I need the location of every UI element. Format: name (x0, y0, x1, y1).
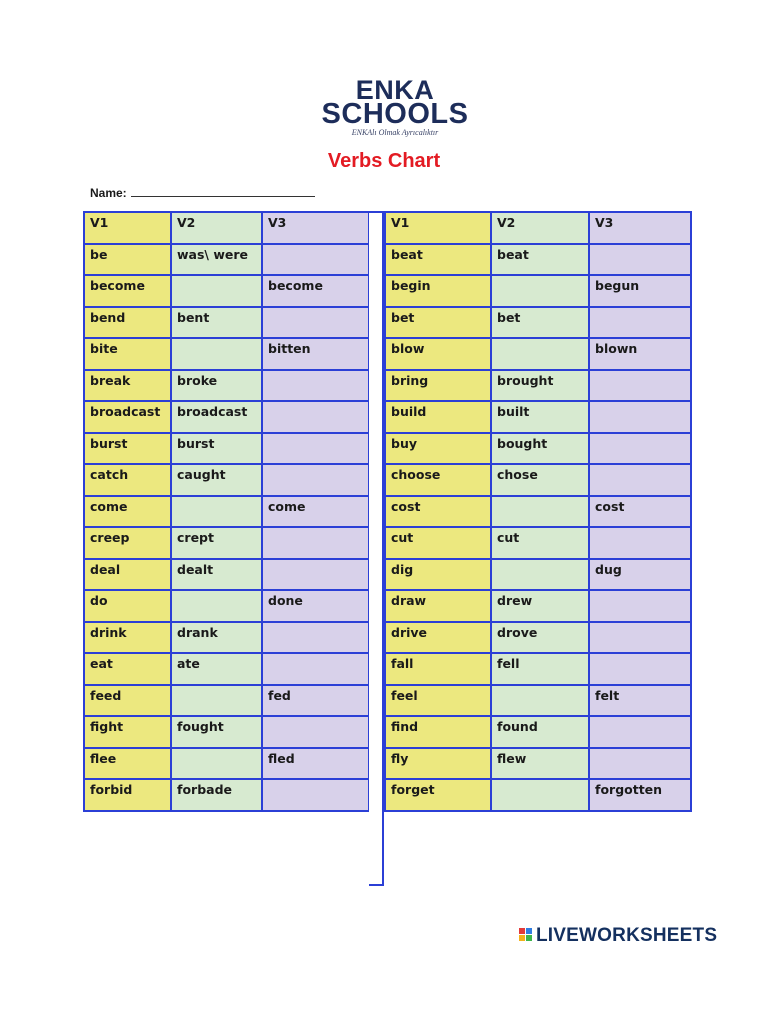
answer-blank-v3[interactable] (589, 716, 691, 748)
verb-v1: burst (84, 433, 171, 465)
verb-v1: choose (385, 464, 491, 496)
verb-v3: begun (589, 275, 691, 307)
answer-blank-v2[interactable] (491, 685, 589, 717)
verb-v2: bought (491, 433, 589, 465)
page-title: Verbs Chart (327, 150, 441, 172)
verb-row (84, 779, 369, 811)
answer-blank-v3[interactable] (589, 464, 691, 496)
verb-row (84, 496, 369, 528)
logo-tagline: ENKAlı Olmak Ayrıcalıktır (351, 128, 439, 137)
verb-v1: fall (385, 653, 491, 685)
verb-v2: forbade (171, 779, 262, 811)
verb-row (385, 748, 691, 780)
verb-row (84, 370, 369, 402)
answer-blank-v3[interactable] (589, 307, 691, 339)
verb-v1: broadcast (84, 401, 171, 433)
verb-v1: creep (84, 527, 171, 559)
verb-v3: dug (589, 559, 691, 591)
verb-v2: was\ were (171, 244, 262, 276)
answer-blank-v3[interactable] (262, 653, 369, 685)
verb-v1: find (385, 716, 491, 748)
verb-v3: blown (589, 338, 691, 370)
verb-v2: broke (171, 370, 262, 402)
verb-row (385, 275, 691, 307)
verb-v3: bitten (262, 338, 369, 370)
verb-row (84, 338, 369, 370)
liveworksheets-brand (519, 925, 717, 947)
answer-blank-v2[interactable] (491, 338, 589, 370)
answer-blank-v2[interactable] (491, 779, 589, 811)
verb-v1: build (385, 401, 491, 433)
verb-row (84, 622, 369, 654)
verb-v1: beat (385, 244, 491, 276)
header-v2: V2 (171, 212, 262, 244)
verb-row (84, 653, 369, 685)
answer-blank-v3[interactable] (262, 622, 369, 654)
verb-v3: fled (262, 748, 369, 780)
verb-v2: caught (171, 464, 262, 496)
verb-v2: cut (491, 527, 589, 559)
verb-v2: brought (491, 370, 589, 402)
header-v3: V3 (262, 212, 369, 244)
verb-v2: beat (491, 244, 589, 276)
verb-row (385, 496, 691, 528)
enka-schools-logo (300, 75, 490, 137)
verb-row (84, 559, 369, 591)
verb-row (385, 559, 691, 591)
verb-v1: do (84, 590, 171, 622)
verb-v1: become (84, 275, 171, 307)
logo-line-2: SCHOOLS (321, 98, 469, 130)
verb-row (84, 275, 369, 307)
verb-v1: forget (385, 779, 491, 811)
answer-blank-v2[interactable] (171, 275, 262, 307)
answer-blank-v3[interactable] (589, 653, 691, 685)
verb-row (84, 527, 369, 559)
verb-v2: bent (171, 307, 262, 339)
verb-v1: drive (385, 622, 491, 654)
verb-v2: bet (491, 307, 589, 339)
answer-blank-v3[interactable] (262, 244, 369, 276)
verb-v3: forgotten (589, 779, 691, 811)
answer-blank-v3[interactable] (589, 748, 691, 780)
answer-blank-v2[interactable] (171, 685, 262, 717)
verb-row (84, 716, 369, 748)
verb-row (385, 433, 691, 465)
verb-v2: drew (491, 590, 589, 622)
verb-row (84, 433, 369, 465)
verb-v2: built (491, 401, 589, 433)
verb-v1: buy (385, 433, 491, 465)
verb-v2: flew (491, 748, 589, 780)
verbs-table-right (384, 211, 692, 812)
verb-v2: found (491, 716, 589, 748)
verb-v1: bite (84, 338, 171, 370)
verb-row (385, 307, 691, 339)
verb-row (385, 338, 691, 370)
verb-v2: drove (491, 622, 589, 654)
verb-v1: bend (84, 307, 171, 339)
verb-v3: felt (589, 685, 691, 717)
name-field (90, 186, 315, 200)
verb-row (385, 716, 691, 748)
answer-blank-v3[interactable] (262, 527, 369, 559)
answer-blank-v3[interactable] (262, 559, 369, 591)
verb-v1: forbid (84, 779, 171, 811)
verb-row (84, 685, 369, 717)
header-v1: V1 (84, 212, 171, 244)
verb-v1: cost (385, 496, 491, 528)
verb-v3: come (262, 496, 369, 528)
verb-v3: become (262, 275, 369, 307)
verb-v1: bet (385, 307, 491, 339)
answer-blank-v3[interactable] (262, 401, 369, 433)
verb-v1: cut (385, 527, 491, 559)
verb-row (84, 401, 369, 433)
answer-blank-v2[interactable] (491, 496, 589, 528)
verbs-table-left (83, 211, 370, 812)
verb-v1: bring (385, 370, 491, 402)
verb-v3: cost (589, 496, 691, 528)
answer-blank-v3[interactable] (589, 370, 691, 402)
verb-row (385, 779, 691, 811)
verb-v2: crept (171, 527, 262, 559)
verb-row (84, 748, 369, 780)
verb-v1: fight (84, 716, 171, 748)
answer-blank-v2[interactable] (171, 748, 262, 780)
verb-v2: fell (491, 653, 589, 685)
answer-blank-v3[interactable] (589, 244, 691, 276)
answer-blank-v3[interactable] (589, 622, 691, 654)
answer-blank-v3[interactable] (262, 779, 369, 811)
answer-blank-v3[interactable] (262, 716, 369, 748)
verb-v1: catch (84, 464, 171, 496)
verb-v1: blow (385, 338, 491, 370)
verb-row (385, 527, 691, 559)
verb-v1: dig (385, 559, 491, 591)
verb-v2: ate (171, 653, 262, 685)
verb-v1: be (84, 244, 171, 276)
header-v2: V2 (491, 212, 589, 244)
answer-blank-v3[interactable] (262, 370, 369, 402)
answer-blank-v2[interactable] (491, 559, 589, 591)
header-row (84, 212, 369, 244)
answer-blank-v2[interactable] (171, 496, 262, 528)
table-separator (369, 211, 384, 886)
answer-blank-v3[interactable] (262, 464, 369, 496)
verb-v1: break (84, 370, 171, 402)
verb-row (84, 244, 369, 276)
verb-v2: chose (491, 464, 589, 496)
verb-row (385, 370, 691, 402)
answer-blank-v3[interactable] (589, 401, 691, 433)
verb-v3: done (262, 590, 369, 622)
answer-blank-v2[interactable] (491, 275, 589, 307)
answer-blank-v3[interactable] (589, 590, 691, 622)
verb-v1: draw (385, 590, 491, 622)
answer-blank-v3[interactable] (589, 527, 691, 559)
verb-v1: feel (385, 685, 491, 717)
verb-v2: broadcast (171, 401, 262, 433)
header-row (385, 212, 691, 244)
verb-v1: flee (84, 748, 171, 780)
answer-blank-v2[interactable] (171, 338, 262, 370)
answer-blank-v3[interactable] (589, 433, 691, 465)
verb-row (385, 244, 691, 276)
verb-v2: dealt (171, 559, 262, 591)
verb-v1: feed (84, 685, 171, 717)
verb-v1: come (84, 496, 171, 528)
verb-row (84, 590, 369, 622)
logo-line-1: ENKA (355, 75, 435, 105)
name-blank-line[interactable] (131, 186, 315, 197)
answer-blank-v2[interactable] (171, 590, 262, 622)
verb-row (385, 653, 691, 685)
verb-v1: eat (84, 653, 171, 685)
verb-row (385, 685, 691, 717)
header-v1: V1 (385, 212, 491, 244)
answer-blank-v3[interactable] (262, 307, 369, 339)
verb-row (385, 590, 691, 622)
verb-row (84, 307, 369, 339)
name-label: Name: (90, 186, 127, 200)
liveworksheets-logo-icon (519, 928, 533, 942)
verb-v3: fed (262, 685, 369, 717)
verb-v1: drink (84, 622, 171, 654)
verb-v2: drank (171, 622, 262, 654)
verb-row (385, 401, 691, 433)
verb-v2: fought (171, 716, 262, 748)
header-v3: V3 (589, 212, 691, 244)
verb-row (385, 622, 691, 654)
verb-row (84, 464, 369, 496)
verb-row (385, 464, 691, 496)
footer-brand-text: LIVEWORKSHEETS (536, 925, 718, 946)
answer-blank-v3[interactable] (262, 433, 369, 465)
verb-v1: deal (84, 559, 171, 591)
verb-v2: burst (171, 433, 262, 465)
verb-v1: fly (385, 748, 491, 780)
verb-v1: begin (385, 275, 491, 307)
